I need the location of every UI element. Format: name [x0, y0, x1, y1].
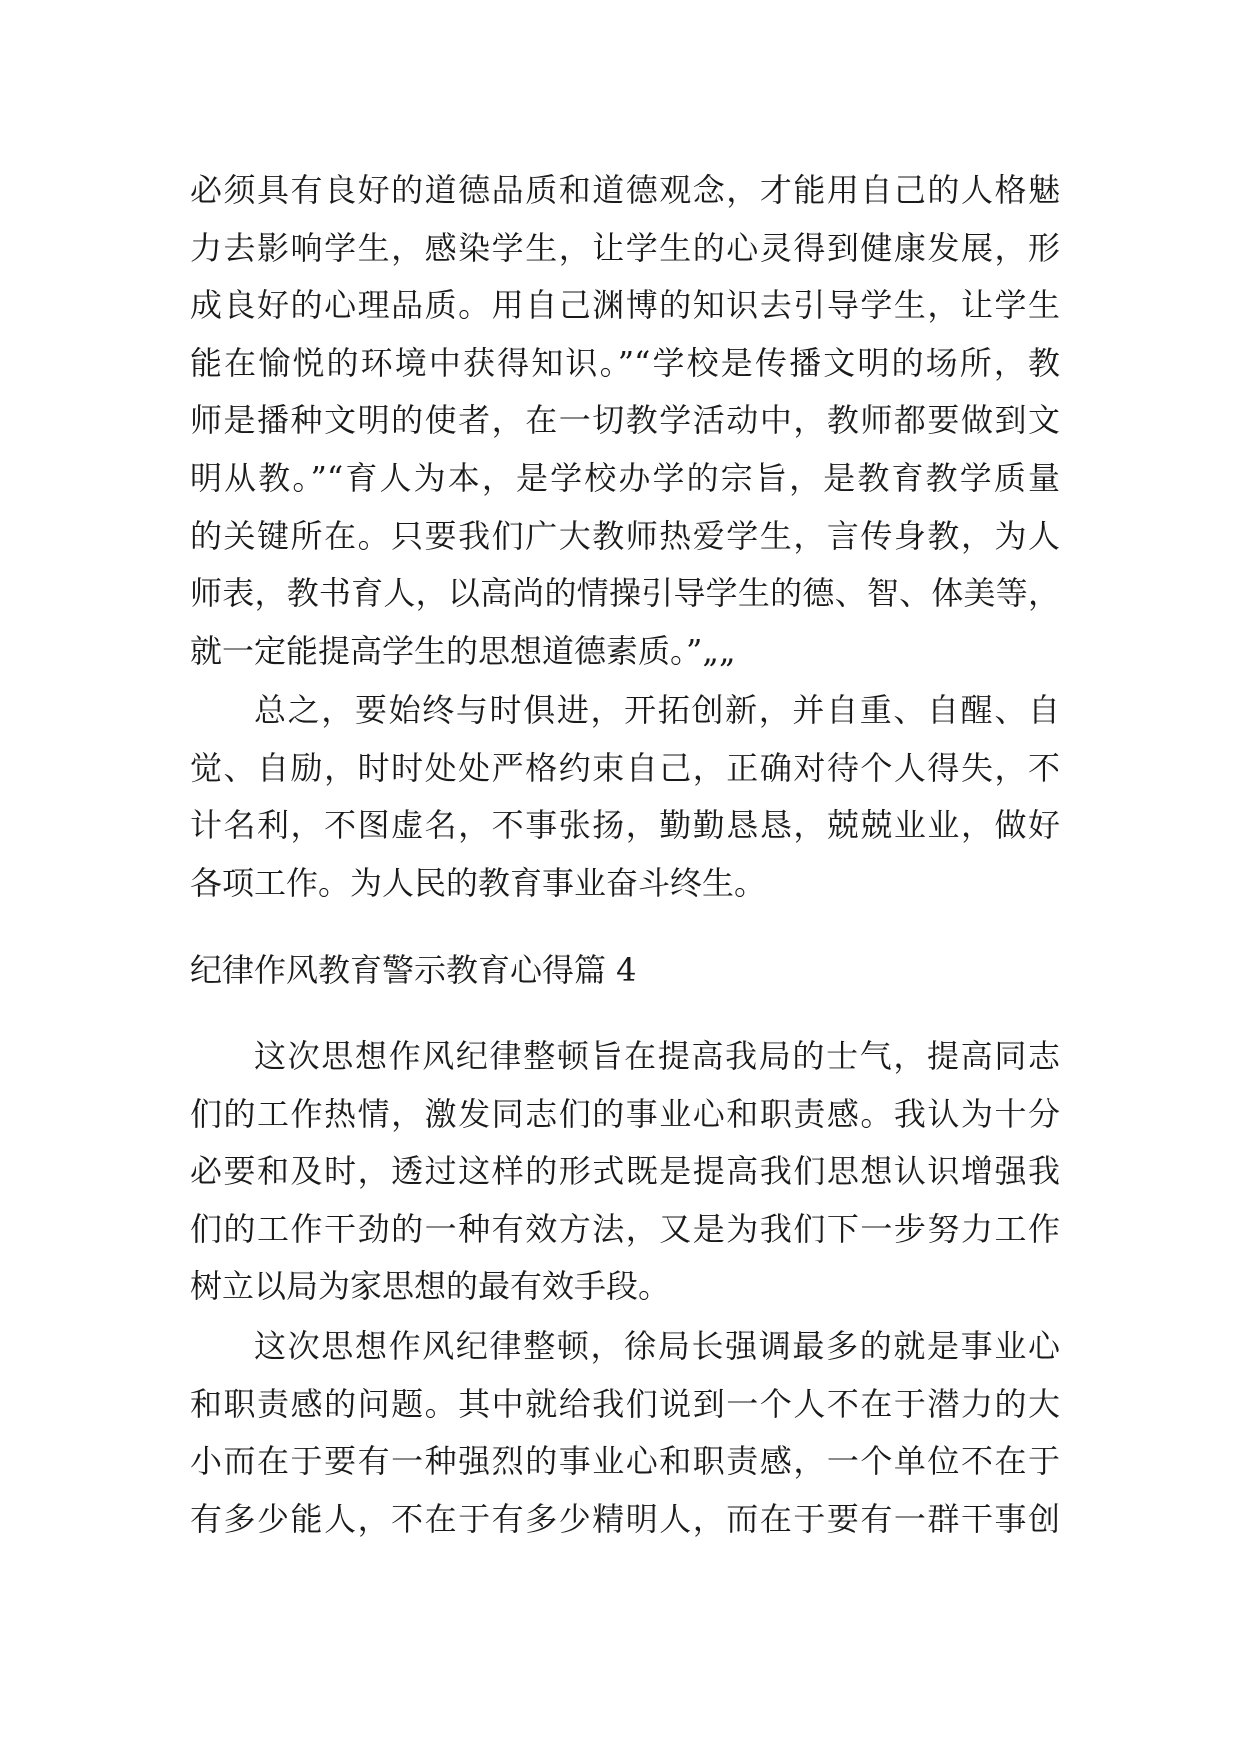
paragraph-line: 有多少能人，不在于有多少精明人，而在于要有一群干事创: [190, 1499, 1060, 1538]
paragraph-line: 明从教。”“育人为本，是学校办学的宗旨，是教育教学质量: [190, 458, 1060, 497]
paragraph-1: [190, 162, 1060, 680]
paragraph-line: 必要和及时，透过这样的形式既是提高我们思想认识增强我: [190, 1152, 1060, 1191]
paragraph-line: 这次思想作风纪律整顿旨在提高我局的士气，提高同志: [254, 1037, 1060, 1075]
paragraph-2: [190, 682, 1060, 912]
paragraph-line: 必须具有良好的道德品质和道德观念，才能用自己的人格魅: [190, 171, 1060, 209]
paragraph-line: 计名利，不图虚名，不事张扬，勤勤恳恳，兢兢业业，做好: [190, 806, 1060, 845]
paragraph-line: 的关键所在。只要我们广大教师热爱学生，言传身教，为人: [190, 516, 1060, 555]
paragraph-line: 力去影响学生，感染学生，让学生的心灵得到健康发展，形: [190, 228, 1060, 267]
paragraph-3: [190, 1028, 1060, 1316]
paragraph-line: 小而在于要有一种强烈的事业心和职责感，一个单位不在于: [190, 1442, 1060, 1481]
paragraph-line: 觉、自励，时时处处严格约束自己，正确对待个人得失，不: [190, 748, 1060, 787]
paragraph-line: 成良好的心理品质。用自己渊博的知识去引导学生，让学生: [190, 286, 1060, 325]
paragraph-4: [190, 1318, 1060, 1548]
paragraph-line: 能在愉悦的环境中获得知识。”“学校是传播文明的场所，教: [190, 343, 1060, 382]
paragraph-line: 和职责感的问题。其中就给我们说到一个人不在于潜力的大: [190, 1384, 1060, 1423]
paragraph-line: 师是播种文明的使者，在一切教学活动中，教师都要做到文: [190, 401, 1060, 440]
paragraph-line: 们的工作干劲的一种有效方法，又是为我们下一步努力工作: [190, 1209, 1060, 1248]
paragraph-line: 师表，教书育人，以高尚的情操引导学生的德、智、体美等，: [190, 574, 1060, 613]
section-heading: 纪律作风教育警示教育心得篇 4: [190, 951, 637, 989]
paragraph-line: 树立以局为家思想的最有效手段。: [190, 1267, 671, 1306]
paragraph-line: 这次思想作风纪律整顿，徐局长强调最多的就是事业心: [254, 1327, 1060, 1365]
paragraph-line: 总之，要始终与时俱进，开拓创新，并自重、自醒、自: [254, 691, 1060, 729]
paragraph-line: 就一定能提高学生的思想道德素质。”„„: [190, 631, 736, 670]
paragraph-line: 们的工作热情，激发同志们的事业心和职责感。我认为十分: [190, 1094, 1060, 1133]
paragraph-line: 各项工作。为人民的教育事业奋斗终生。: [190, 863, 767, 902]
